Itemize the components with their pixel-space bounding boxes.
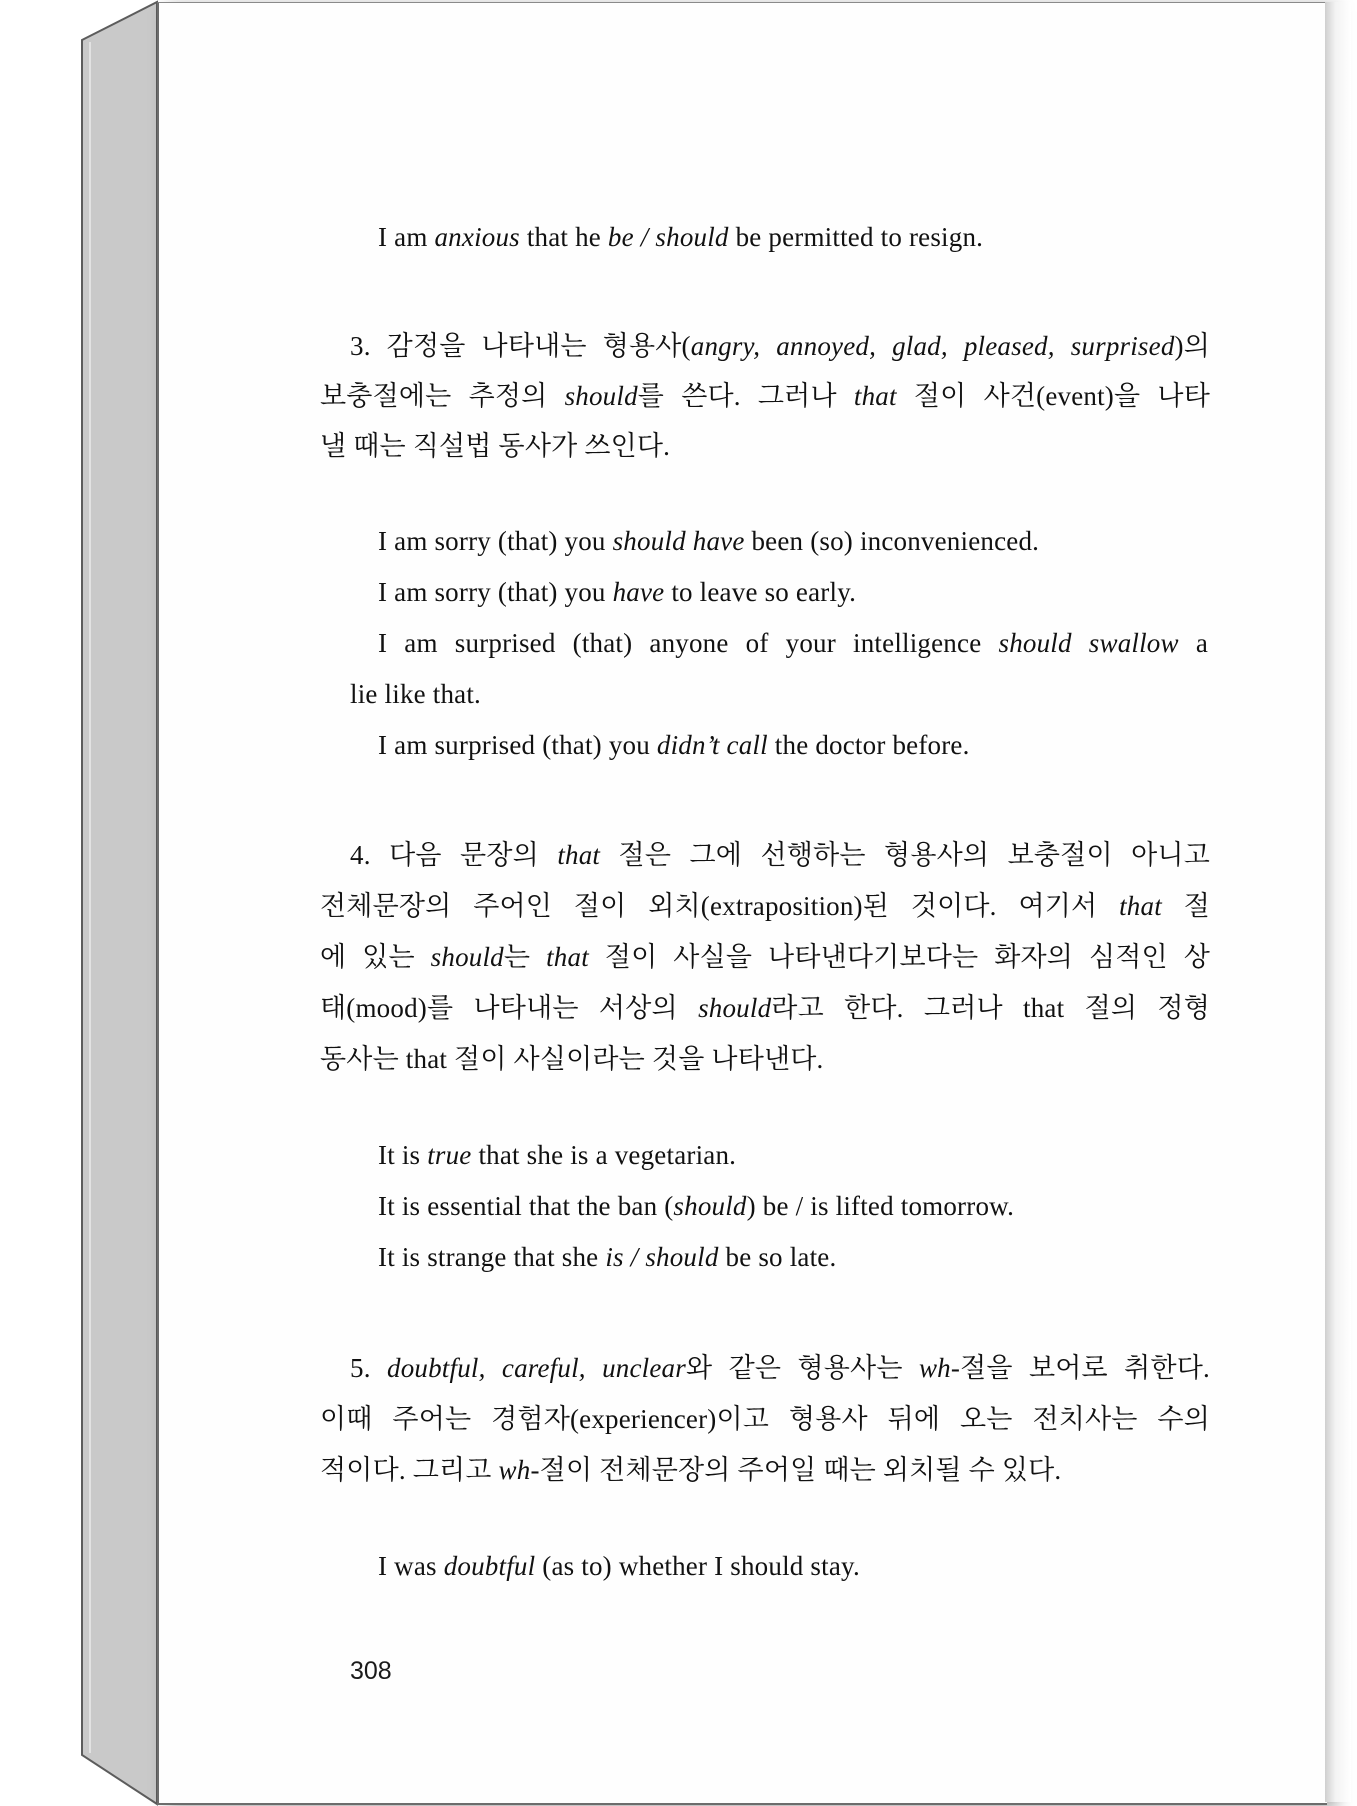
text-run: that xyxy=(557,840,601,870)
example-sentence xyxy=(378,730,970,761)
example-sentence xyxy=(378,577,856,608)
text-run: wh xyxy=(918,1353,951,1383)
text-run: angry, annoyed, glad, pleased, surprised xyxy=(690,331,1175,361)
example-sentence xyxy=(378,222,983,253)
text-run: wh xyxy=(498,1455,531,1485)
text-run: -절이 전체문장의 주어일 때는 외치될 수 있다. xyxy=(530,1455,1062,1485)
example-sentence xyxy=(378,526,1039,557)
text-run: 4. 다음 문장의 xyxy=(350,840,558,870)
text-run: have xyxy=(612,577,665,607)
paragraph-line xyxy=(320,424,1210,463)
text-run: 에 있는 xyxy=(320,942,431,972)
text-run: (as to) whether I should stay. xyxy=(535,1551,860,1581)
text-run: be permitted to resign. xyxy=(728,222,984,252)
text-run: a xyxy=(1178,628,1208,658)
text-run: that she is a vegetarian. xyxy=(471,1140,737,1170)
text-run: that xyxy=(546,942,589,972)
text-run: that he xyxy=(519,222,608,252)
text-run: I am sorry (that) you xyxy=(378,526,613,556)
example-sentence xyxy=(378,1242,836,1273)
text-run: 절이 사건(event)을 나타 xyxy=(896,381,1210,411)
paragraph-line xyxy=(350,1346,1210,1385)
text-run: is / should xyxy=(605,1242,719,1272)
text-run: be so late. xyxy=(718,1242,837,1272)
text-run: should have xyxy=(612,526,745,556)
text-run: to leave so early. xyxy=(664,577,857,607)
text-run: that xyxy=(853,381,897,411)
paragraph-line xyxy=(350,833,1210,872)
text-run: should xyxy=(430,942,504,972)
text-run: 보충절에는 추정의 xyxy=(320,381,565,411)
text-run: -절을 보어로 취한다. xyxy=(950,1353,1210,1383)
paragraph-line xyxy=(320,374,1210,413)
text-run: 절이 사실을 나타낸다기보다는 화자의 심적인 상 xyxy=(588,942,1211,972)
text-run: anxious xyxy=(434,222,520,252)
example-sentence xyxy=(378,1551,860,1582)
paragraph-line xyxy=(320,1448,1210,1487)
text-run: 는 xyxy=(503,942,547,972)
text-run: didn’t call xyxy=(656,730,768,760)
text-run: should xyxy=(564,381,638,411)
paragraph-line xyxy=(320,1397,1210,1436)
text-run: It is strange that she xyxy=(378,1242,606,1272)
text-run: 를 쓴다. 그러나 xyxy=(637,381,854,411)
text-run: be / should xyxy=(607,222,729,252)
text-run: true xyxy=(427,1140,472,1170)
text-run: I was xyxy=(378,1551,444,1581)
text-run: should xyxy=(673,1191,747,1221)
text-run: 낼 때는 직설법 동사가 쓰인다. xyxy=(320,431,671,461)
text-run: that xyxy=(1119,891,1162,921)
text-run: should swallow xyxy=(998,628,1179,658)
text-run: lie like that. xyxy=(350,679,482,709)
text-run: 태(mood)를 나타내는 서상의 xyxy=(320,993,699,1023)
text-run: 와 같은 형용사는 xyxy=(685,1353,919,1383)
text-run: doubtful, careful, unclear xyxy=(387,1353,686,1383)
text-run: 적이다. 그리고 xyxy=(320,1455,499,1485)
text-run: I am surprised (that) anyone of your intelligence xyxy=(378,628,999,658)
example-sentence xyxy=(350,679,481,710)
text-run: 5. xyxy=(350,1353,387,1383)
book-spine xyxy=(0,0,170,1806)
text-run: )의 xyxy=(1174,331,1210,361)
text-run: I am surprised (that) you xyxy=(378,730,657,760)
page-number: 308 xyxy=(350,1657,392,1685)
text-run: I am sorry (that) you xyxy=(378,577,613,607)
paragraph-line xyxy=(320,1037,1210,1076)
text-run: 라고 한다. 그러나 that 절의 정형 xyxy=(771,993,1211,1023)
text-run: 동사는 that 절이 사실이라는 것을 나타낸다. xyxy=(320,1044,824,1074)
text-run: should xyxy=(698,993,772,1023)
paragraph-line xyxy=(320,884,1210,923)
example-sentence xyxy=(378,1191,1014,1222)
text-run: 3. 감정을 나타내는 형용사( xyxy=(350,331,691,361)
paragraph-line xyxy=(320,935,1210,974)
text-run: It is essential that the ban ( xyxy=(378,1191,674,1221)
text-run: 절은 그에 선행하는 형용사의 보충절이 아니고 xyxy=(600,840,1210,870)
text-run: 전체문장의 주어인 절이 외치(extraposition)된 것이다. 여기서 xyxy=(320,891,1120,921)
example-sentence xyxy=(378,1140,736,1171)
text-run: been (so) inconvenienced. xyxy=(744,526,1040,556)
text-run: 이때 주어는 경험자(experiencer)이고 형용사 뒤에 오는 전치사는 수의 xyxy=(320,1404,1210,1434)
text-run: the doctor before. xyxy=(767,730,970,760)
text-run: It is xyxy=(378,1140,428,1170)
text-run: 절 xyxy=(1161,891,1210,921)
text-run: I am xyxy=(378,222,435,252)
text-run: ) be / is lifted tomorrow. xyxy=(746,1191,1015,1221)
paragraph-line xyxy=(320,986,1210,1025)
page-edge xyxy=(1325,2,1351,1802)
text-run: doubtful xyxy=(443,1551,536,1581)
paragraph-line xyxy=(350,324,1210,363)
example-sentence xyxy=(378,628,1208,659)
